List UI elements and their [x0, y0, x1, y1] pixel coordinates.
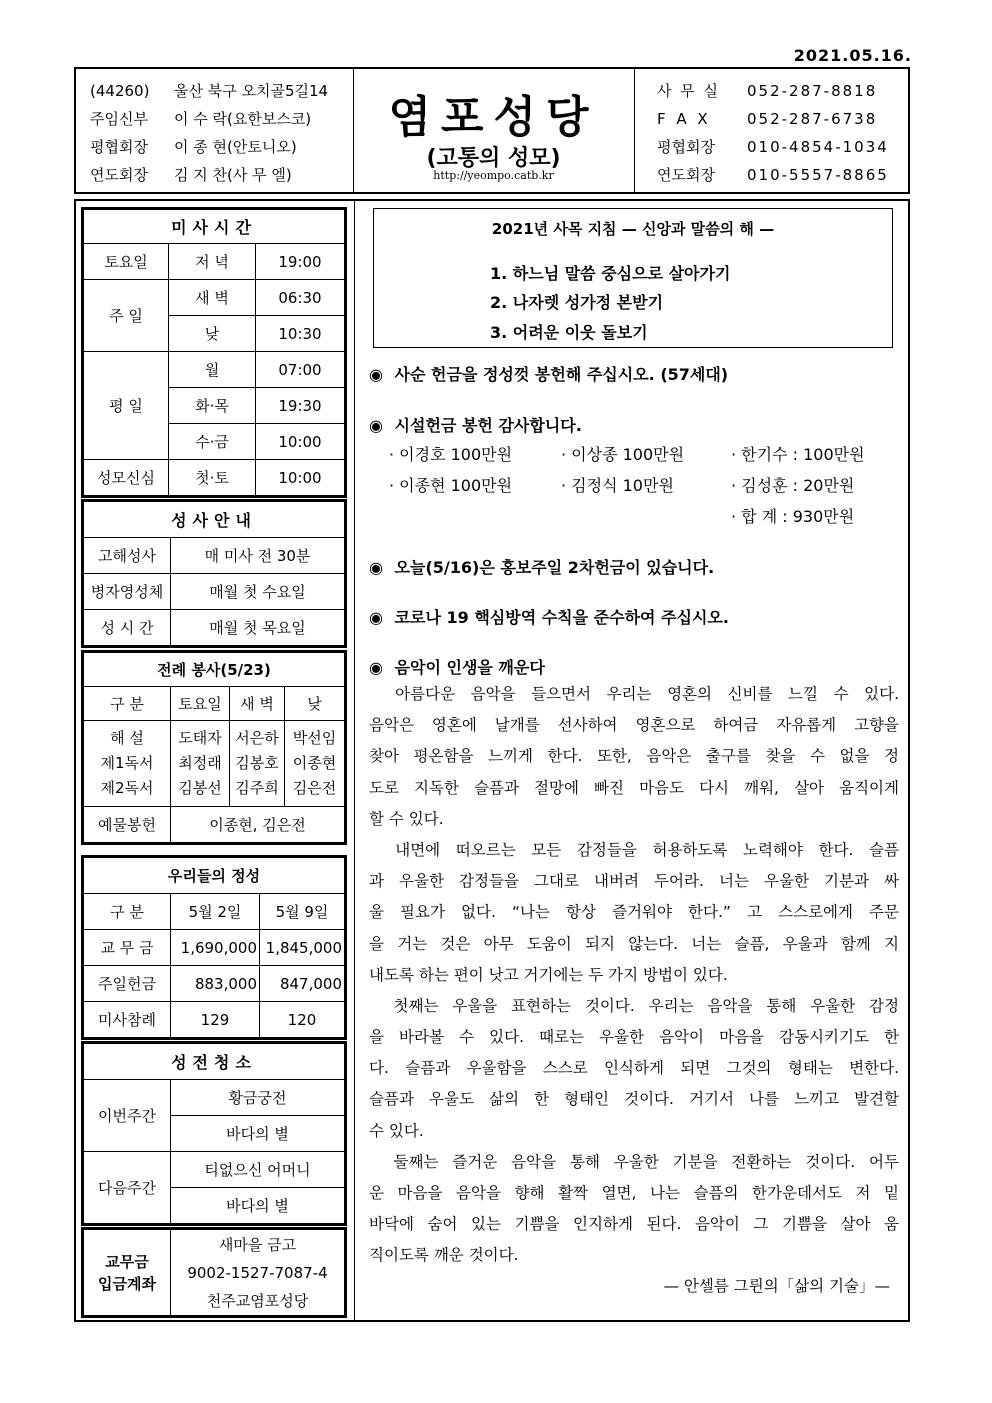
- bullet-icon: ◉: [369, 608, 383, 627]
- account-holder: 천주교염포성당: [206, 1291, 309, 1310]
- sacrament-value: 매월 첫 목요일: [171, 610, 345, 646]
- offering-amount: 883,000: [171, 966, 260, 1002]
- account-label-line: 교무금: [105, 1252, 149, 1271]
- role-label: 제1독서: [100, 754, 154, 772]
- article-line: 과 우울한 감정들을 그대로 내버려 두어라. 너는 우울한 기분과 싸: [369, 872, 899, 891]
- mass-times-box: [81, 207, 347, 498]
- saturday-servers: [171, 721, 230, 807]
- article-line: 음악은 영혼에 날개를 선사하여 영혼으로 하여금 자유롭게 고향을: [369, 716, 899, 735]
- contact-row: [635, 77, 908, 105]
- article-line: 수 있다.: [369, 1121, 424, 1140]
- sidebar: [76, 201, 355, 1320]
- day-servers: [285, 721, 345, 807]
- donor-entry: · 한기수 : 100만원: [731, 445, 865, 464]
- slot-label: 첫·토: [169, 460, 256, 496]
- article-line: 도로 지독한 슬픔과 절망에 빠진 마음도 다시 깨워, 살아 움직이게: [369, 778, 899, 797]
- pastoral-item: 1. 하느님 말씀 중심으로 살아가기: [490, 264, 731, 283]
- offerings-title: 우리들의 정성: [84, 858, 345, 894]
- bulletin-header: [74, 67, 910, 194]
- week-label: 다음주간: [84, 1152, 171, 1224]
- info-row: [76, 161, 353, 189]
- article-line: 내면에 떠오르는 모든 감정들을 허용하도록 노력해야 한다. 슬픔: [369, 840, 899, 859]
- article-line: 둘째는 즐거운 음악을 통해 우울한 기분을 전환하는 것이다. 어두: [369, 1152, 899, 1171]
- liturgy-title: 전례 봉사(5/23): [84, 653, 345, 687]
- sacrament-label: 고해성사: [84, 538, 171, 574]
- server-name: 최정래: [178, 754, 222, 772]
- mass-time: 19:30: [256, 388, 345, 424]
- sacrament-label: 병자영성체: [84, 574, 171, 610]
- bank-name: 새마을 금고: [218, 1235, 297, 1254]
- attendance-count: 129: [171, 1002, 260, 1038]
- info-row: [76, 105, 353, 133]
- liturgy-table: [83, 652, 345, 843]
- info-label: 연도회장: [90, 166, 148, 184]
- day-label: 토요일: [84, 244, 169, 280]
- sacrament-label: 성 시 간: [84, 610, 171, 646]
- slot-label: 새 벽: [169, 280, 256, 316]
- article-line: 을 바라볼 수 있다. 때로는 우울한 음악이 마음을 감동시키기도 한: [369, 1028, 899, 1047]
- article-line: 슬픔과 우울도 삶의 한 형태인 것이다. 거기서 나를 느끼고 발견할: [369, 1090, 899, 1109]
- donor-entry: · 이상종 100만원: [561, 445, 685, 464]
- article-source: — 안셀름 그륀의「삶의 기술」—: [663, 1277, 890, 1295]
- donor-entry: · 이종현 100만원: [389, 476, 513, 495]
- server-name: 서은하: [235, 729, 279, 747]
- contact-row: [635, 161, 908, 189]
- mass-times-title: 미사시간: [84, 210, 345, 244]
- mass-time: 19:00: [256, 244, 345, 280]
- info-label: 주임신부: [90, 110, 148, 128]
- notice-text: 시설헌금 봉헌 감사합니다.: [394, 416, 582, 435]
- role-label: 해 설: [110, 729, 144, 747]
- issue-date: 2021.05.16.: [793, 46, 912, 65]
- col-header: 새 벽: [230, 687, 285, 721]
- contact-row: [635, 105, 908, 133]
- role-label: 제2독서: [100, 779, 154, 797]
- sacraments-box: [81, 499, 347, 648]
- pastoral-item: 2. 나자렛 성가정 본받기: [490, 293, 664, 312]
- info-value: 이 종 현(안토니오): [174, 138, 297, 156]
- account-label-line: 입금계좌: [98, 1274, 156, 1293]
- cleaning-group: 황금궁전: [171, 1080, 345, 1116]
- offering-row-label: 주일헌금: [84, 966, 171, 1002]
- slot-label: 저 녁: [169, 244, 256, 280]
- contact-value: 010-4854-1034: [747, 138, 889, 156]
- account-number: 9002-1527-7087-4: [187, 1263, 328, 1282]
- contact-label: 사 무 실: [657, 82, 721, 100]
- info-value: 김 지 찬(사 무 엘): [174, 166, 292, 184]
- day-label: 주 일: [84, 280, 169, 352]
- article-line: 직이도록 깨운 것이다.: [369, 1246, 519, 1265]
- bullet-icon: ◉: [369, 365, 383, 384]
- dawn-servers: [230, 721, 285, 807]
- mass-time: 06:30: [256, 280, 345, 316]
- mass-time: 10:00: [256, 460, 345, 496]
- cleaning-group: 티없으신 어머니: [171, 1152, 345, 1188]
- slot-label: 낮: [169, 316, 256, 352]
- contact-value: 052-287-6738: [747, 110, 878, 128]
- server-name: 박선임: [292, 729, 337, 747]
- server-name: 김주희: [235, 779, 279, 797]
- cleaning-box: [81, 1041, 347, 1226]
- offering-amount: 1,845,000: [260, 930, 345, 966]
- offering-row-label: 미사참례: [84, 1002, 171, 1038]
- offering-value: 이종현, 김은전: [171, 807, 345, 843]
- col-header: 구 분: [84, 687, 171, 721]
- pastoral-guidelines-box: [373, 208, 893, 348]
- contact-value: 010-5557-8865: [747, 166, 889, 184]
- bullet-icon: ◉: [369, 416, 383, 435]
- server-name: 김은전: [292, 779, 337, 797]
- pastoral-item: 3. 어려운 이웃 돌보기: [490, 323, 648, 342]
- notice-facility-offering: [369, 413, 582, 436]
- col-header: 낮: [285, 687, 345, 721]
- slot-label: 수·금: [169, 424, 256, 460]
- server-name: 이종현: [292, 754, 337, 772]
- day-label: 평 일: [84, 352, 169, 460]
- info-label: (44260): [90, 82, 150, 100]
- server-name: 도태자: [178, 729, 222, 747]
- contact-value: 052-287-8818: [747, 82, 878, 100]
- cleaning-group: 바다의 별: [171, 1188, 345, 1224]
- mass-time: 10:00: [256, 424, 345, 460]
- parish-name: 염포성당: [388, 92, 599, 143]
- parish-url[interactable]: http://yeompo.catb.kr: [433, 169, 554, 182]
- offering-amount: 1,690,000: [171, 930, 260, 966]
- mass-times-table: [83, 209, 345, 496]
- article-heading: [369, 655, 545, 678]
- notice-second-collection: [369, 555, 714, 578]
- notice-covid: [369, 605, 729, 628]
- col-header: 5월 9일: [260, 894, 345, 930]
- article-line: 운 마음을 음악을 향해 활짝 열면, 나는 슬픔의 한가운데서도 저 밑: [369, 1184, 899, 1202]
- info-row: [76, 77, 353, 105]
- week-label: 이번주간: [84, 1080, 171, 1152]
- offering-amount: 847,000: [260, 966, 345, 1002]
- article-line: 울 필요가 없다. “나는 항상 즐거워야 한다.” 고 스스로에게 주문: [369, 903, 899, 922]
- account-table: [83, 1229, 345, 1316]
- article-line: 아름다운 음악을 들으면서 우리는 영혼의 신비를 느낄 수 있다.: [369, 685, 899, 703]
- sacraments-table: [83, 501, 345, 646]
- parish-patron: (고통의 성모): [426, 146, 561, 171]
- contact-label: 연도회장: [657, 166, 715, 184]
- article-line: 을 거는 것은 아무 도움이 되지 않는다. 너는 슬픔, 우울과 함께 지: [369, 934, 899, 953]
- notice-text: 오늘(5/16)은 홍보주일 2차헌금이 있습니다.: [394, 558, 715, 577]
- parish-info: [76, 69, 354, 192]
- account-label: [84, 1230, 171, 1316]
- cleaning-group: 바다의 별: [171, 1116, 345, 1152]
- offerings-table: [83, 857, 345, 1038]
- article-body: [369, 679, 899, 1272]
- article-line: 첫째는 우울을 표현하는 것이다. 우리는 음악을 통해 우울한 감정: [369, 996, 899, 1015]
- liturgy-box: [81, 650, 347, 845]
- server-name: 김봉호: [235, 754, 279, 772]
- article-title: 음악이 인생을 깨운다: [394, 658, 545, 677]
- mass-time: 07:00: [256, 352, 345, 388]
- article-line: 내도록 하는 편이 낫고 거기에는 두 가지 방법이 있다.: [369, 965, 728, 984]
- offerings-box: [81, 855, 347, 1040]
- col-header: 구 분: [84, 894, 171, 930]
- account-details: [171, 1230, 345, 1316]
- day-label: 성모신심: [84, 460, 169, 496]
- contact-row: [635, 133, 908, 161]
- contact-label: F A X: [657, 110, 711, 128]
- notice-text: 사순 헌금을 정성껏 봉헌해 주십시오. (57세대): [394, 365, 729, 384]
- mass-time: 10:30: [256, 316, 345, 352]
- notice-text: 코로나 19 핵심방역 수칙을 준수하여 주십시오.: [394, 608, 729, 627]
- main-content: [355, 201, 908, 1320]
- pastoral-title: 2021년 사목 지침 — 신앙과 말씀의 해 —: [491, 220, 775, 238]
- server-name: 김봉선: [178, 779, 222, 797]
- article-line: 바닥에 숨어 있는 기쁨을 인지하게 된다. 음악이 그 기쁨을 살아 움: [369, 1215, 899, 1234]
- bullet-icon: ◉: [369, 558, 383, 577]
- contact-info: [635, 69, 908, 192]
- slot-label: 월: [169, 352, 256, 388]
- contact-label: 평협회장: [657, 138, 715, 156]
- donor-entry: · 이경호 100만원: [389, 445, 513, 464]
- info-value: 이 수 락(요한보스코): [174, 110, 312, 128]
- sacraments-title: 성사안내: [84, 502, 345, 538]
- offering-row-label: 교 무 금: [84, 930, 171, 966]
- parish-title-block: [353, 69, 635, 192]
- article-line: 다. 슬픔과 우울함을 스스로 인식하게 되면 그것의 형태는 변한다.: [369, 1059, 899, 1078]
- donor-entry: · 김정식 10만원: [561, 476, 674, 495]
- attendance-count: 120: [260, 1002, 345, 1038]
- sacrament-value: 매월 첫 수요일: [171, 574, 345, 610]
- col-header: 토요일: [171, 687, 230, 721]
- bullet-icon: ◉: [369, 658, 383, 677]
- slot-label: 화·목: [169, 388, 256, 424]
- info-value: 울산 북구 오치골5길14: [174, 82, 329, 100]
- offering-label: 예물봉헌: [84, 807, 171, 843]
- sacrament-value: 매 미사 전 30분: [171, 538, 345, 574]
- col-header: 5월 2일: [171, 894, 260, 930]
- donor-total: · 합 계 : 930만원: [731, 507, 855, 526]
- role-list: [84, 721, 171, 807]
- cleaning-table: [83, 1043, 345, 1224]
- notice-lent-offering: [369, 362, 728, 385]
- info-row: [76, 133, 353, 161]
- account-box: [81, 1227, 347, 1318]
- bulletin-body: [74, 199, 910, 1322]
- info-label: 평협회장: [90, 138, 148, 156]
- article-line: 할 수 있다.: [369, 809, 444, 828]
- cleaning-title: 성전청소: [84, 1044, 345, 1080]
- donor-entry: · 김성훈 : 20만원: [731, 476, 855, 495]
- article-line: 찾아 평온함을 느끼게 한다. 또한, 음악은 출구를 찾을 수 없을 정: [369, 747, 899, 766]
